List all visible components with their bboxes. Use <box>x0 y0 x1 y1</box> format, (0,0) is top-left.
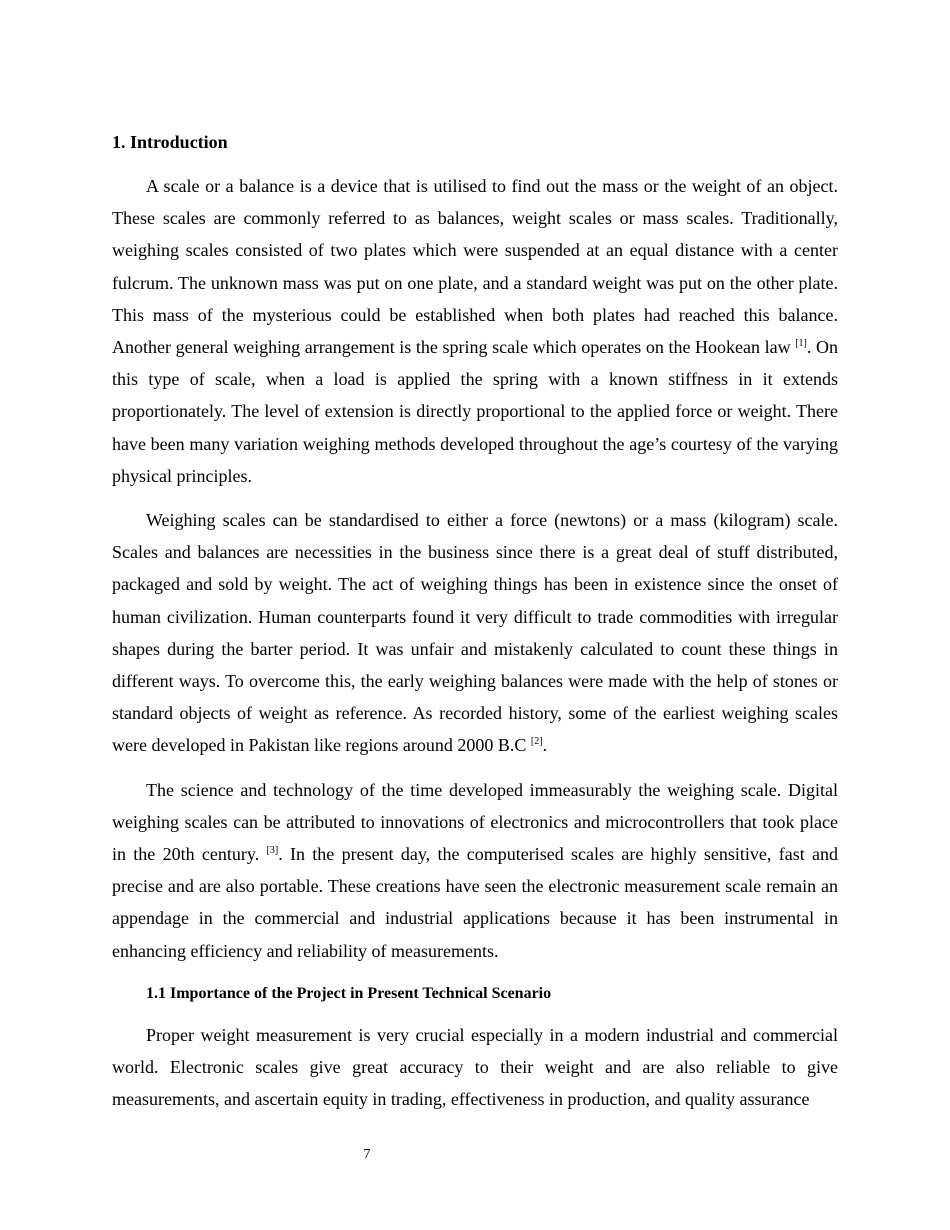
paragraph-4: Proper weight measurement is very crucial especially in a modern industrial and commercial world. Electronic scales give great accuracy to their weight and are also reliable to give measurements, and ascertain equity in trading, effectiveness in production, and quality assurance <box>112 1024 838 1110</box>
citation-3: [3] <box>266 845 279 857</box>
paragraph-1 <box>112 170 838 492</box>
citation-2: [2] <box>530 736 543 748</box>
subsection-heading: 1.1 Importance of the Project in Present Technical Scenario <box>146 984 552 1002</box>
citation-1: [1] <box>795 338 807 350</box>
section-heading: 1. Introduction <box>112 132 228 152</box>
page-content <box>112 130 838 1127</box>
paragraph-text: The science and technology of the time developed immeasurably the weighing scale. Digital weighing scales can be attributed to innovations of electronics and microcontrollers that took place in the 20th century. <box>112 779 838 865</box>
paragraph-text: . <box>542 735 548 756</box>
paragraph-text: . On this type of scale, when a load is applied the spring with a known stiffness in it extends proportionately. The level of extension is directly proportional to the applied force or weight. There have been many variation weighing methods developed throughout the age’s courtesy of the varying physical principles. <box>112 337 838 486</box>
page-number: 7 <box>363 1147 371 1162</box>
paragraph-text: Weighing scales can be standardised to either a force (newtons) or a mass (kilogram) scale. Scales and balances are necessities in the business since there is a great deal of stuff distributed, packaged and sold by weight. The act of weighing things has been in existence since the onset of human civilization. Human counterparts found it very difficult to trade commodities with irregular shapes during the barter period. It was unfair and mistakenly calculated to count these things in different ways. To overcome this, the early weighing balances were made with the help of stones or standard objects of weight as reference. As recorded history, some of the earliest weighing scales were developed in Pakistan like regions around 2000 B.C <box>112 510 838 756</box>
paragraph-3 <box>112 774 838 967</box>
paragraph-text: A scale or a balance is a device that is utilised to find out the mass or the weight of an object. These scales are commonly referred to as balances, weight scales or mass scales. Traditionally, weighing scales consisted of two plates which were suspended at an equal distance with a center fulcrum. The unknown mass was put on one plate, and a standard weight was put on the other plate. This mass of the mysterious could be established when both plates had reached this balance. Another general weighing arrangement is the spring scale which operates on the Hookean law <box>112 176 838 358</box>
paragraph-2 <box>112 504 838 762</box>
paragraph-text: . In the present day, the computerised scales are highly sensitive, fast and precise and are also portable. These creations have seen the electronic measurement scale remain an appendage in the commercial and industrial applications because it has been instrumental in enhancing efficiency and reliability of measurements. <box>112 844 838 961</box>
